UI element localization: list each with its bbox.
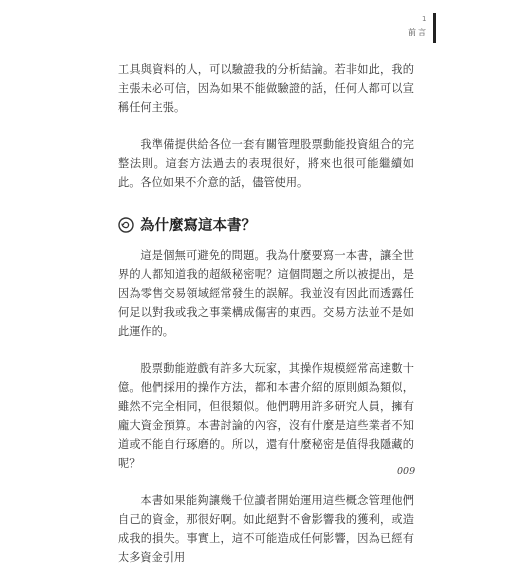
page-number: 009: [397, 466, 416, 477]
section-heading: [118, 214, 414, 235]
section-title: 為什麼寫這本書？: [140, 218, 256, 234]
chapter-number: 1: [422, 15, 427, 23]
body-paragraph: 本書如果能夠讓幾千位讀者開始運用這些概念管理他們自己的資金，那很好啊。如此絕對不會影響我的獲利，或造成我的損失。事實上，這不可能造成任何影響，因為已經有太多資金引用: [118, 494, 414, 564]
header-rule: [433, 13, 436, 43]
body-paragraph: 我準備提供給各位一套有關管理股票動能投資組合的完整法則。這套方法過去的表現很好，將來也很可能繼續如此。各位如果不介意的話，儘管使用。: [118, 138, 414, 189]
page-body: [118, 60, 414, 567]
page-header: [406, 13, 440, 45]
circle-spiral-icon: [118, 217, 134, 233]
chapter-title: 前言: [408, 28, 428, 37]
body-paragraph: 這是個無可避免的問題。我為什麼要寫一本書，讓全世界的人都知道我的超級秘密呢？這個問題之所以被提出，是因為零售交易領域經常發生的誤解。我並沒有因此而透露任何足以對我或我之事業構成傷害的東西。交易方法並不是如此運作的。: [118, 249, 414, 338]
body-paragraph: 股票動能遊戲有許多大玩家，其操作規模經常高達數十億。他們採用的操作方法，都和本書介紹的原則頗為類似，雖然不完全相同，但很類似。他們聘用許多研究人員，擁有龐大資金預算。本書討論的內容，沒有什麼是這些業者不知道或不能自行琢磨的。所以，還有什麼秘密是值得我隱藏的呢？: [118, 362, 414, 470]
body-paragraph: 工具與資料的人，可以驗證我的分析結論。若非如此，我的主張未必可信，因為如果不能做驗證的話，任何人都可以宣稱任何主張。: [118, 63, 414, 114]
